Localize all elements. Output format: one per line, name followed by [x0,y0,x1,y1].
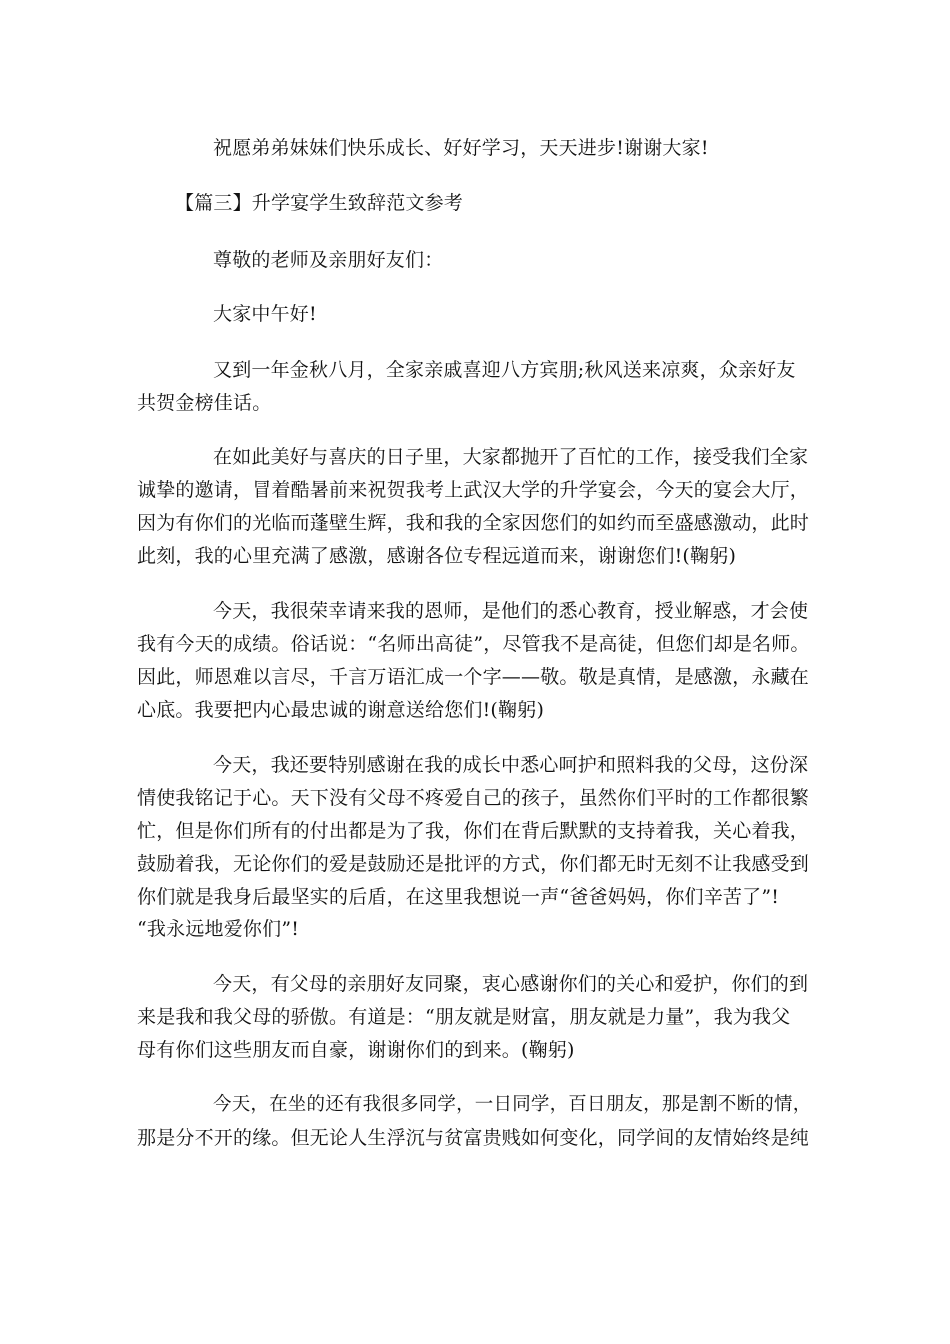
paragraph-line: 因此，师恩难以言尽，千言万语汇成一个字——敬。敬是真情，是感激，永藏在 [137,666,810,688]
paragraph-line: 今天，有父母的亲朋好友同聚，衷心感谢你们的关心和爱护，你们的到 [213,973,809,995]
paragraph-line: 来是我和我父母的骄傲。有道是：“朋友就是财富，朋友就是力量”，我为我父 [137,1006,791,1028]
paragraph-closing-wish: 祝愿弟弟妹妹们快乐成长、好好学习，天天进步!谢谢大家! [213,137,709,159]
paragraph-line: “我永远地爱你们”! [137,918,300,940]
paragraph-line: 今天，我还要特别感谢在我的成长中悉心呵护和照料我的父母，这份深 [213,754,809,776]
paragraph-line: 情使我铭记于心。天下没有父母不疼爱自己的孩子，虽然你们平时的工作都很繁 [137,787,810,809]
paragraph-line: 我有今天的成绩。俗话说：“名师出高徒”，尽管我不是高徒，但您们却是名师。 [137,633,810,655]
paragraph-line: 共贺金榜佳话。 [137,392,272,414]
greeting: 大家中午好! [213,303,317,325]
paragraph-line: 此刻，我的心里充满了感激，感谢各位专程远道而来，谢谢您们!(鞠躬) [137,545,737,567]
paragraph-line: 母有你们这些朋友而自豪，谢谢你们的到来。(鞠躬) [137,1039,575,1061]
paragraph-line: 你们就是我身后最坚实的后盾，在这里我想说一声“爸爸妈妈，你们辛苦了”! [137,886,780,908]
section-heading: 【篇三】升学宴学生致辞范文参考 [175,192,464,214]
paragraph-line: 在如此美好与喜庆的日子里，大家都抛开了百忙的工作，接受我们全家 [213,446,809,468]
paragraph-line: 心底。我要把内心最忠诚的谢意送给您们!(鞠躬) [137,699,545,721]
paragraph-line: 鼓励着我，无论你们的爱是鼓励还是批评的方式，你们都无时无刻不让我感受到 [137,853,810,875]
paragraph-line: 因为有你们的光临而蓬壁生辉，我和我的全家因您们的如约而至盛感激动，此时 [137,512,810,534]
salutation: 尊敬的老师及亲朋好友们： [213,249,444,271]
paragraph-line: 那是分不开的缘。但无论人生浮沉与贫富贵贱如何变化，同学间的友情始终是纯 [137,1127,810,1149]
paragraph-line: 今天，我很荣幸请来我的恩师，是他们的悉心教育，授业解惑，才会使 [213,600,809,622]
paragraph-line: 今天，在坐的还有我很多同学，一日同学，百日朋友，那是割不断的情， [213,1094,812,1115]
paragraph-line: 诚挚的邀请，冒着酷暑前来祝贺我考上武汉大学的升学宴会，今天的宴会大厅， [137,479,810,501]
paragraph-line: 忙，但是你们所有的付出都是为了我，你们在背后默默的支持着我，关心着我， [137,820,810,842]
paragraph-line: 又到一年金秋八月，全家亲戚喜迎八方宾朋;秋风送来凉爽，众亲好友 [213,359,796,381]
